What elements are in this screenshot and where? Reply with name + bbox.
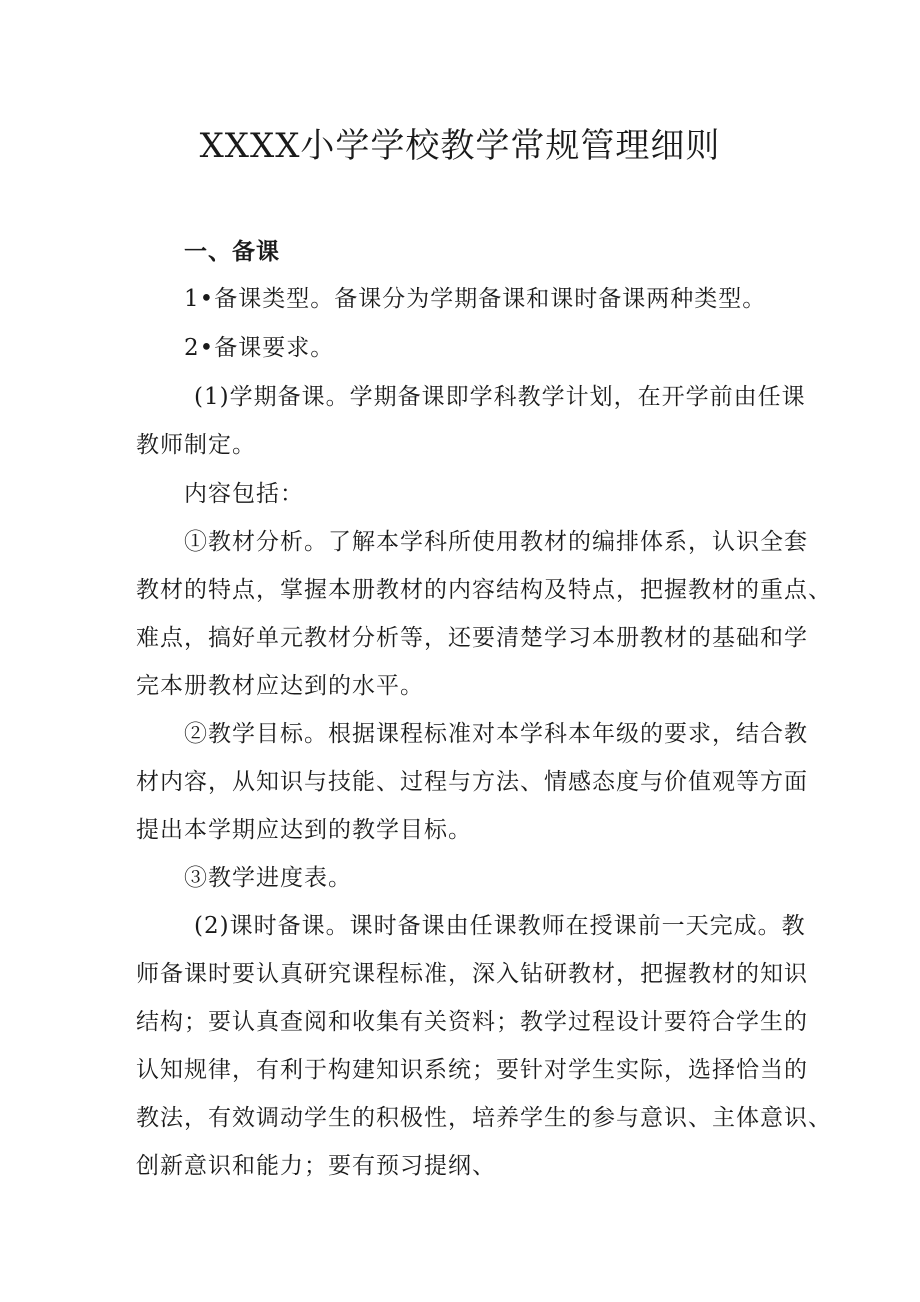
paragraph-line: 2•备课要求。 [184, 335, 335, 361]
section-heading: 一、备课 [184, 238, 280, 265]
paragraph-sub-2 [136, 902, 832, 1190]
paragraph-line: 内容包括： [184, 481, 304, 507]
paragraph-line: (2)课时备课。课时备课由任课教师在授课前一天完成。教 [194, 913, 806, 939]
paragraph-line: 提出本学期应达到的教学目标。 [136, 817, 472, 843]
paragraph-line: 结构；要认真查阅和收集有关资料；教学过程设计要符合学生的 [136, 1009, 808, 1035]
paragraph-line: 1•备课类型。备课分为学期备课和课时备课两种类型。 [184, 286, 767, 312]
paragraph-line: 教材的特点，掌握本册教材的内容结构及特点，把握教材的重点、 [136, 577, 832, 603]
paragraph-line: ③教学进度表。 [184, 865, 352, 891]
paragraph-line: 完本册教材应达到的水平。 [136, 673, 424, 699]
paragraph-point-1 [136, 518, 832, 710]
paragraph-line: 师备课时要认真研究课程标准，深入钻研教材，把握教材的知识 [136, 961, 808, 987]
paragraph-item-2 [184, 324, 844, 372]
paragraph-line: 认知规律，有利于构建知识系统；要针对学生实际，选择恰当的 [136, 1057, 808, 1083]
paragraph-line: ①教材分析。了解本学科所使用教材的编排体系，认识全套 [184, 529, 808, 555]
paragraph-line: (1)学期备课。学期备课即学科教学计划，在开学前由任课 [194, 384, 806, 410]
paragraph-point-3 [184, 854, 844, 902]
paragraph-line: 难点，搞好单元教材分析等，还要清楚学习本册教材的基础和学 [136, 625, 808, 651]
paragraph-line: 教法，有效调动学生的积极性，培养学生的参与意识、主体意识、 [136, 1105, 832, 1131]
contents-label [184, 470, 844, 518]
paragraph-line: 创新意识和能力；要有预习提纲、 [136, 1153, 496, 1179]
paragraph-line: 材内容，从知识与技能、过程与方法、情感态度与价值观等方面 [136, 769, 808, 795]
paragraph-point-2 [136, 710, 808, 854]
paragraph-line: ②教学目标。根据课程标准对本学科本年级的要求，结合教 [184, 721, 808, 747]
paragraph-item-1 [184, 275, 844, 323]
paragraph-sub-1 [136, 373, 806, 469]
paragraph-line: 教师制定。 [136, 432, 256, 458]
document-title: XXXX小学学校教学常规管理细则 [199, 126, 721, 166]
